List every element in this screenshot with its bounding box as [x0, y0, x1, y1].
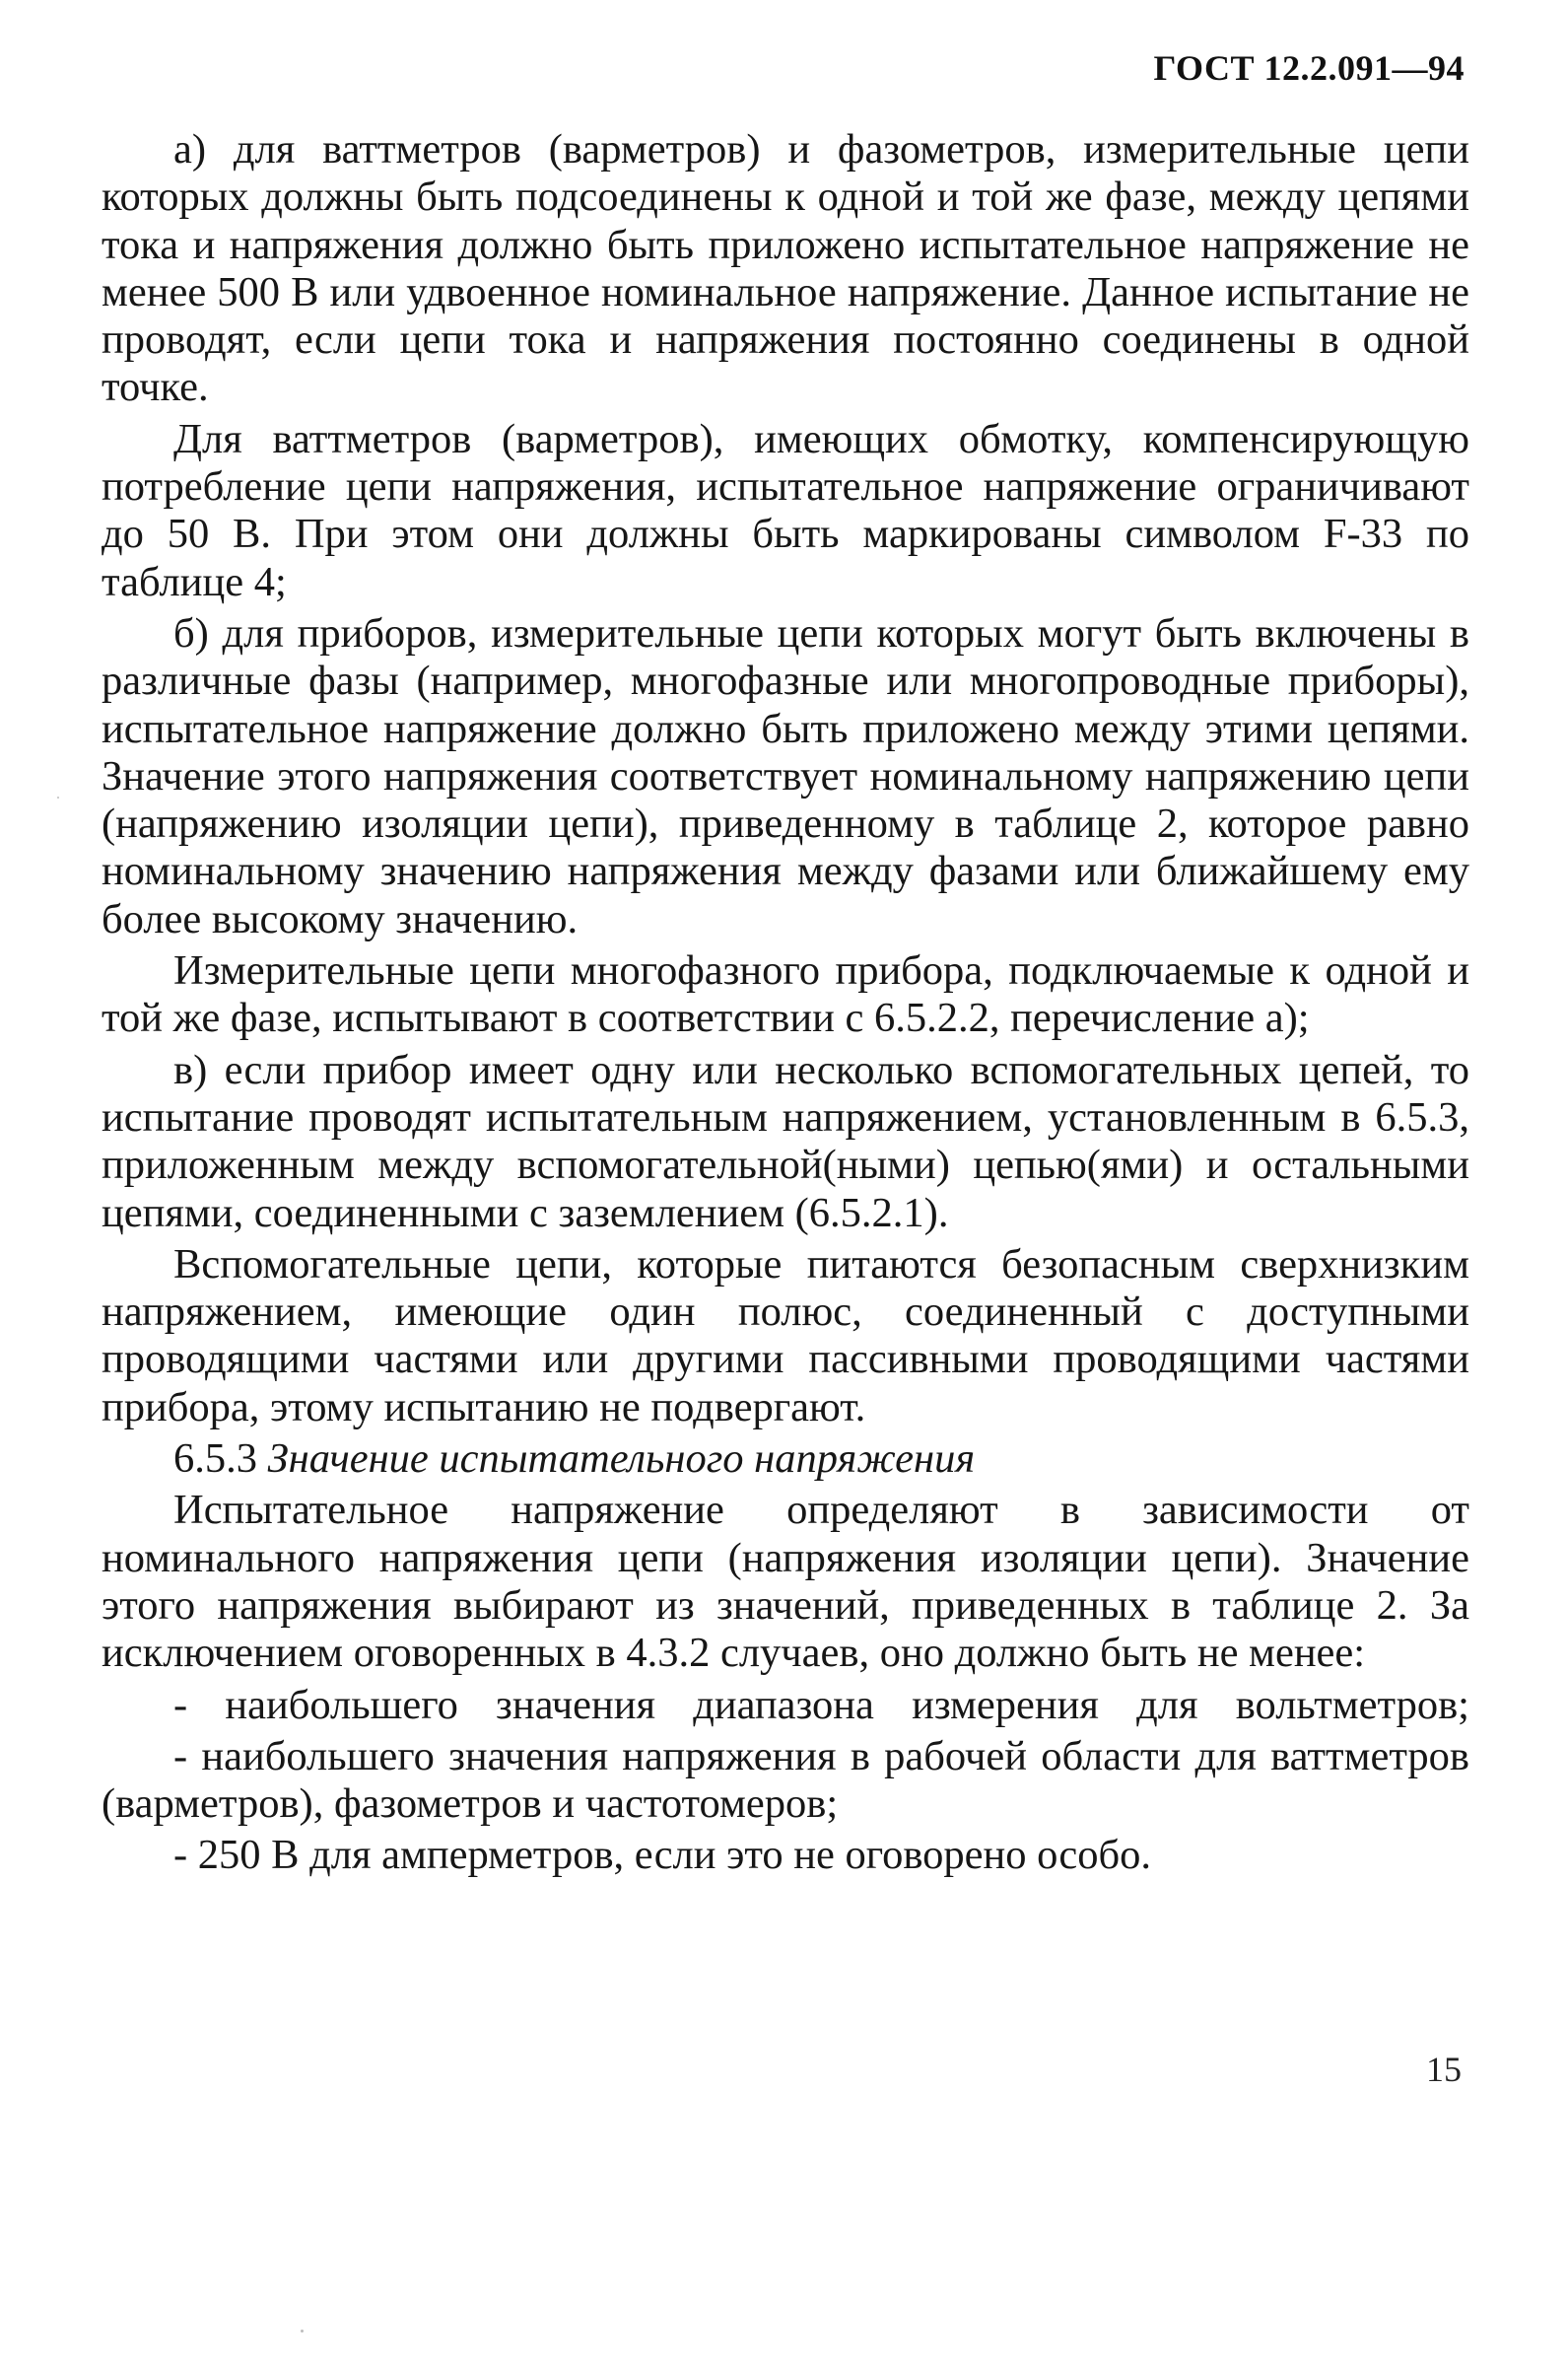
page-body [102, 126, 1469, 1884]
paragraph-compensating-winding: Для ваттметров (варметров), имеющих обмотку, компенсирующую потребление цепи напряжения, испытательное напряжение ограничивают до 50 В. При этом они должны быть маркированы символом F-33 по таблице 4; [102, 415, 1469, 605]
paragraph-same-phase-circuits: Измерительные цепи многофазного прибора, подключаемые к одной и той же фазе, испытывают в соответствии с 6.5.2.2, перечисление а); [102, 947, 1469, 1042]
section-title: Значение испытательного напряжения [267, 1435, 976, 1483]
list-item-wattmeters: - наибольшего значения напряжения в рабочей области для ваттметров (варметров), фазометров и частотомеров; [102, 1732, 1469, 1828]
list-item-ammeters: - 250 В для амперметров, если это не оговорено особо. [173, 1832, 1152, 1879]
section-heading [102, 1435, 1469, 1483]
scan-speck [301, 2330, 304, 2333]
list-item-voltmeters: - наибольшего значения диапазона измерения для вольтметров; [173, 1681, 1469, 1728]
page-number: 15 [1426, 2050, 1462, 2089]
paragraph-c-auxiliary-circuits: в) если прибор имеет одну или несколько вспомогательных цепей, то испытание проводят испытательным напряжением, установленным в 6.5.3, приложенным между вспомогательной(ными) цепью(ями) и остальными цепями, соединенными с заземлением (6.5.2.1). [102, 1046, 1469, 1236]
section-number: 6.5.3 [173, 1435, 257, 1483]
paragraph-a-wattmeters: а) для ваттметров (варметров) и фазометров, измерительные цепи которых должны быть подсоединены к одной и той же фазе, между цепями тока и напряжения должно быть приложено испытательное напряжение не менее 500 В или удвоенное номинальное напряжение. Данное испытание не проводят, если цепи тока и напряжения постоянно соединены в одной точке. [102, 126, 1469, 411]
paragraph-test-voltage-definition: Испытательное напряжение определяют в зависимости от номинального напряжения цепи (напряжения изоляции цепи). Значение этого напряжения выбирают из значений, приведенных в таблице 2. За исключением оговоренных в 4.3.2 случаев, оно должно быть не менее: [102, 1487, 1469, 1677]
paragraph-safety-low-voltage: Вспомогательные цепи, которые питаются безопасным сверхнизким напряжением, имеющие один полюс, соединенный с доступными проводящими частями или другими пассивными проводящими частями прибора, этому испытанию не подвергают. [102, 1240, 1469, 1430]
paragraph-b-multiphase: б) для приборов, измерительные цепи которых могут быть включены в различные фазы (например, многофазные или многопроводные приборы), испытательное напряжение должно быть приложено между этими цепями. Значение этого напряжения соответствует номинальному напряжению цепи (напряжению изоляции цепи), приведенному в таблице 2, которое равно номинальному значению напряжения между фазами или ближайшему ему более высокому значению. [102, 609, 1469, 942]
scan-speck [57, 797, 59, 799]
page-header-doc-code: ГОСТ 12.2.091—94 [1153, 48, 1465, 88]
